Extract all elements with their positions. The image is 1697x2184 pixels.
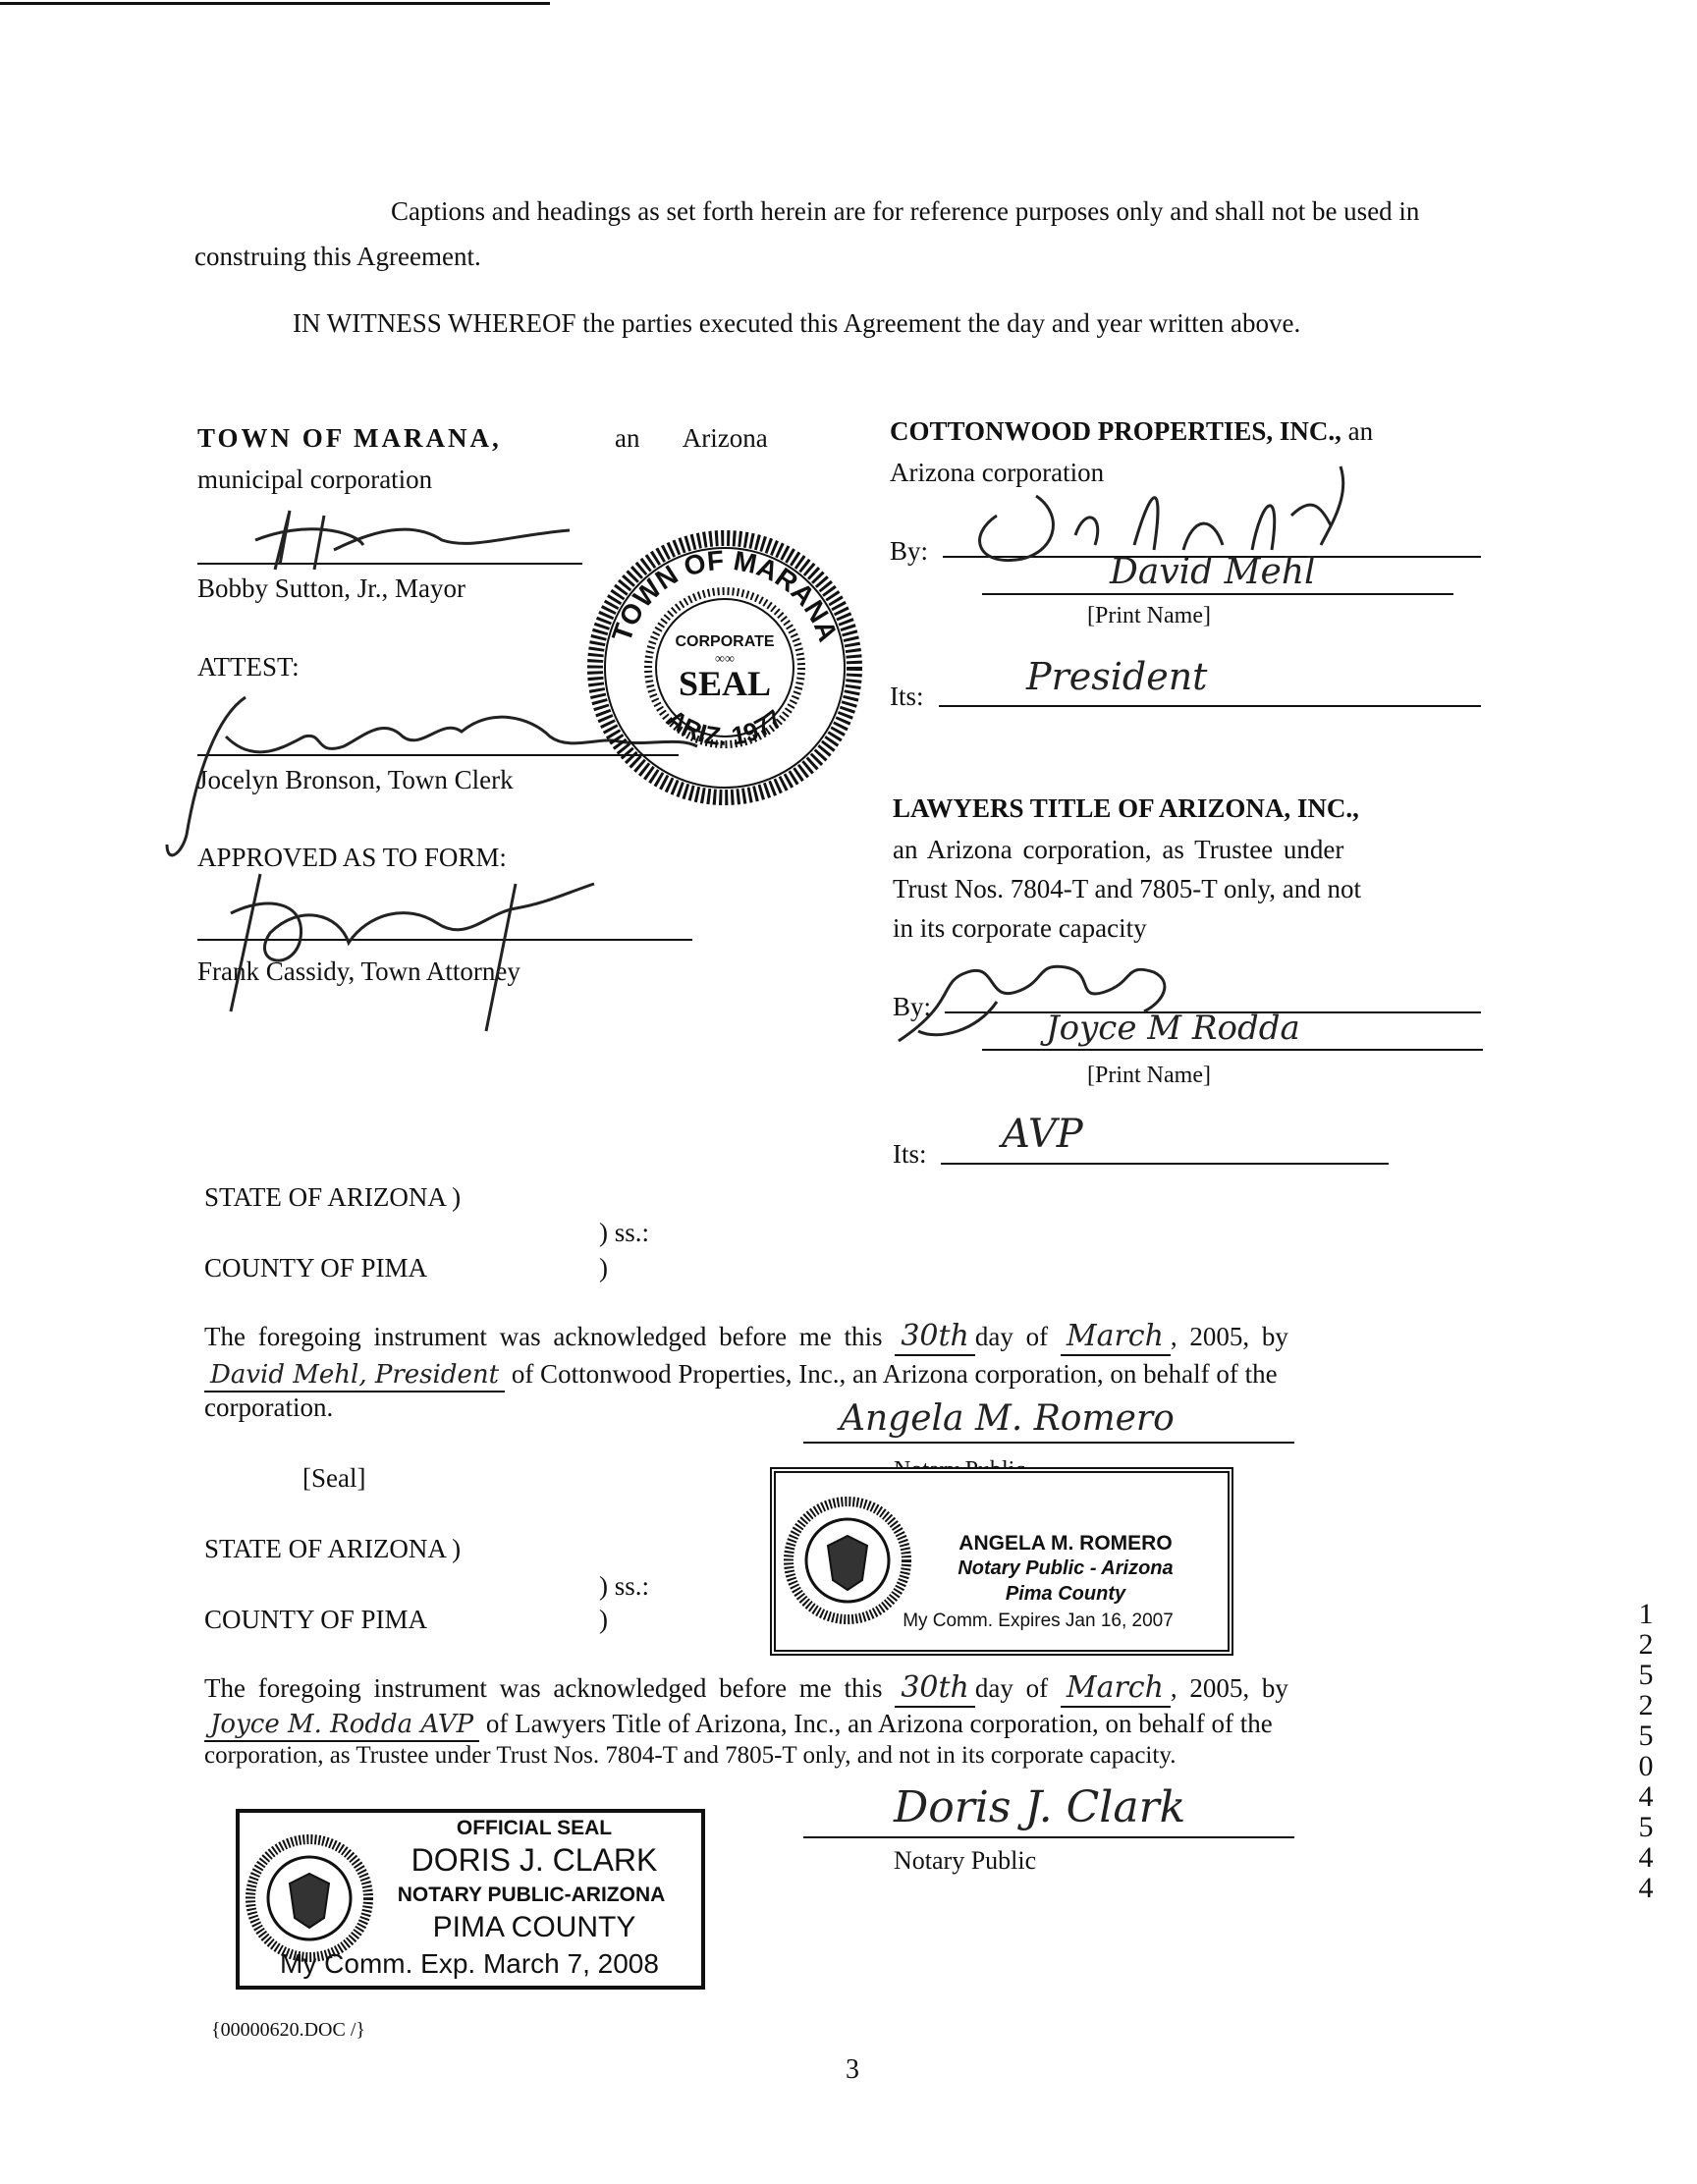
approved-label: APPROVED AS TO FORM: <box>197 843 507 872</box>
notary1-text-4: of Cottonwood Properties, Inc., an Arizona corporation, on behalf of the <box>511 1359 1278 1389</box>
cottonwood-print-name-label: [Print Name] <box>1087 603 1211 628</box>
notary2-ss: ) ss.: <box>599 1571 650 1601</box>
lawyers-its-label: Its: <box>893 1139 927 1169</box>
cottonwood-name <box>890 416 1373 447</box>
notary2-day: 30th <box>895 1671 975 1708</box>
notary2-county: COUNTY OF PIMA <box>204 1605 428 1634</box>
captions-text: Captions and headings as set forth herein are for reference purposes only and shall not be used in construing this Agreement. <box>194 196 1420 271</box>
lawyers-name: LAWYERS TITLE OF ARIZONA, INC., <box>893 793 1359 823</box>
witness-paragraph <box>194 300 1479 346</box>
cottonwood-by-label: By: <box>890 536 929 566</box>
seal-top-text: TOWN OF MARANA <box>606 544 844 646</box>
lawyers-its-value: AVP <box>1002 1112 1083 1157</box>
notary2-state-text: STATE OF ARIZONA <box>204 1534 446 1563</box>
top-edge-line <box>0 2 550 5</box>
notary1-day: 30th <box>895 1320 975 1356</box>
notary1-line-2 <box>204 1359 1278 1392</box>
clerk-name: Jocelyn Bronson, Town Clerk <box>197 765 514 794</box>
notary1-state: STATE OF ARIZONA ) <box>204 1182 462 1212</box>
margin-recording-number: 1 2 5 2 5 0 4 5 4 4 <box>1638 1598 1654 1904</box>
notary2-text-1: The foregoing instrument was acknowledged before me this <box>204 1673 883 1703</box>
arizona-state-seal-icon <box>784 1497 911 1624</box>
stamp1-line-2: Notary Public - Arizona <box>958 1557 1174 1579</box>
notary2-person: Joyce M. Rodda AVP <box>204 1711 479 1742</box>
stamp2-line-5: My Comm. Exp. March 7, 2008 <box>280 1948 659 1979</box>
stamp1-line-4: My Comm. Expires Jan 16, 2007 <box>903 1611 1174 1631</box>
seal-bottom-text: ARIZ. 1977 <box>661 703 789 751</box>
notary2-state: STATE OF ARIZONA ) <box>204 1534 462 1563</box>
notary1-county: COUNTY OF PIMA <box>204 1253 428 1283</box>
lawyers-desc-2: Trust Nos. 7804-T and 7805-T only, and not <box>893 874 1362 903</box>
cottonwood-its-value: President <box>1026 655 1208 698</box>
cottonwood-name-suffix: an <box>1347 416 1374 446</box>
cottonwood-print-name-value: David Mehl <box>1110 552 1316 592</box>
notary2-line-1 <box>204 1671 1288 1708</box>
lawyers-desc-1: an Arizona corporation, as Trustee under <box>893 835 1344 864</box>
arizona-state-seal-icon <box>246 1834 373 1962</box>
town-name: TOWN OF MARANA, <box>197 423 502 453</box>
cottonwood-desc: Arizona corporation <box>890 458 1105 487</box>
cottonwood-print-line <box>982 593 1453 595</box>
cottonwood-name-text: COTTONWOOD PROPERTIES, INC., <box>890 416 1341 446</box>
notary2-signature-line <box>803 1836 1294 1838</box>
stamp1-name: ANGELA M. ROMERO <box>958 1532 1173 1555</box>
cottonwood-its-line <box>939 705 1481 707</box>
notary-stamp-romero <box>770 1467 1233 1656</box>
notary1-text-2: day of <box>974 1322 1049 1351</box>
stamp2-line-2: DORIS J. CLARK <box>411 1842 658 1878</box>
notary1-line-1 <box>204 1320 1288 1356</box>
seal-corporate-text: CORPORATE <box>675 633 775 650</box>
attest-label: ATTEST: <box>197 652 300 682</box>
town-corporate-seal <box>587 530 862 805</box>
town-desc-2: municipal corporation <box>197 464 433 494</box>
stamp2-line-3: NOTARY PUBLIC-ARIZONA <box>397 1884 666 1906</box>
attorney-name: Frank Cassidy, Town Attorney <box>197 956 520 986</box>
lawyers-its-line <box>941 1163 1389 1165</box>
town-desc-1: an Arizona <box>615 423 768 453</box>
stamp2-line-1: OFFICIAL SEAL <box>456 1817 613 1839</box>
cottonwood-its-label: Its: <box>890 682 924 711</box>
stamp2-line-4: PIMA COUNTY <box>432 1911 636 1943</box>
lawyers-print-line <box>982 1049 1483 1051</box>
notary1-state-text: STATE OF ARIZONA <box>204 1182 446 1212</box>
witness-text: IN WITNESS WHEREOF the parties executed this Agreement the day and year written above. <box>293 308 1301 338</box>
doc-id: {00000620.DOC /} <box>211 2019 365 2041</box>
stamp1-line-3: Pima County <box>1005 1583 1126 1605</box>
mayor-signature <box>216 491 589 579</box>
notary2-text-5: corporation, as Trustee under Trust Nos. 7804-T and 7805-T only, and not in its corporate capacity. <box>204 1742 1177 1769</box>
notary2-text-4: of Lawyers Title of Arizona, Inc., an Arizona corporation, on behalf of the <box>485 1709 1273 1738</box>
notary2-notary-label: Notary Public <box>894 1846 1037 1875</box>
notary1-text-3: , 2005, by <box>1170 1322 1288 1351</box>
seal-center-text: SEAL <box>678 664 772 703</box>
notary2-line-2 <box>204 1709 1273 1742</box>
mayor-name: Bobby Sutton, Jr., Mayor <box>197 573 466 603</box>
notary1-county-paren: ) <box>599 1253 608 1283</box>
captions-paragraph <box>194 189 1479 279</box>
lawyers-by-label: By: <box>893 992 932 1021</box>
notary1-month: March <box>1061 1320 1171 1356</box>
notary2-month: March <box>1061 1671 1171 1708</box>
notary1-text-1: The foregoing instrument was acknowledged before me this <box>204 1322 883 1351</box>
lawyers-print-name-value: Joyce M Rodda <box>1046 1009 1300 1048</box>
lawyers-desc-3: in its corporate capacity <box>893 913 1147 943</box>
notary2-ss-text: ss.: <box>614 1571 650 1601</box>
notary1-signature: Angela M. Romero <box>840 1398 1175 1439</box>
lawyers-print-name-label: [Print Name] <box>1087 1063 1211 1088</box>
notary2-county-paren: ) <box>599 1605 608 1634</box>
notary1-ss: ) ss.: <box>599 1218 650 1247</box>
notary2-signature: Doris J. Clark <box>894 1782 1186 1832</box>
attorney-signature <box>192 854 604 1041</box>
notary2-text-3: , 2005, by <box>1170 1673 1288 1703</box>
notary1-person: David Mehl, President <box>204 1361 505 1392</box>
notary-stamp-clark <box>236 1809 705 1990</box>
page-number: 3 <box>846 2054 859 2085</box>
notary1-seal-label: [Seal] <box>302 1463 366 1493</box>
notary2-text-2: day of <box>974 1673 1049 1703</box>
notary1-text-5: corporation. <box>204 1392 334 1422</box>
seal-link-icon: ∞∞ <box>715 652 735 667</box>
notary1-ss-text: ss.: <box>614 1218 650 1247</box>
notary1-signature-line <box>803 1442 1294 1444</box>
